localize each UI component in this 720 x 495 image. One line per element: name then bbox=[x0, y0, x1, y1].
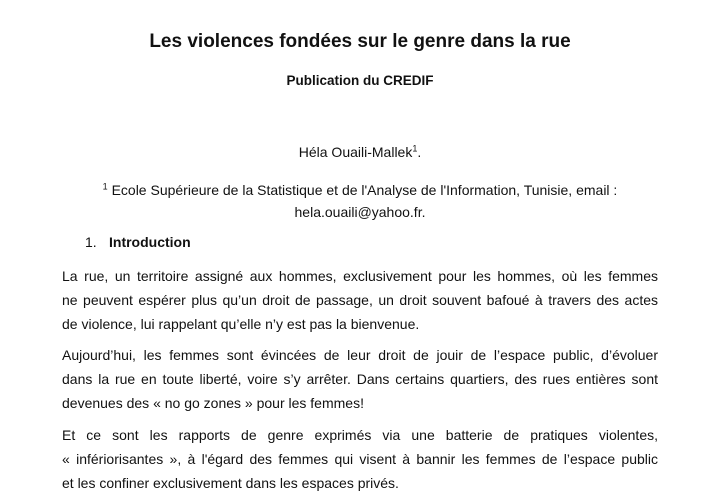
paragraph-line: devenues des « no go zones » pour les femmes! bbox=[62, 395, 364, 411]
paragraph-line: dans la rue en toute liberté, voire s’y arrêter. Dans certains quartiers, des rues entières sont bbox=[62, 371, 658, 387]
paragraph-2 bbox=[62, 343, 658, 415]
section-number: 1. bbox=[85, 234, 97, 250]
paragraph-line: Aujourd’hui, les femmes sont évincées de leur droit de jouir de l’espace public, d’évoluer bbox=[62, 347, 658, 363]
section-title: Introduction bbox=[109, 234, 191, 250]
author-footnote-marker: 1 bbox=[412, 143, 418, 154]
paragraph-line: Et ce sont les rapports de genre exprimés via une batterie de pratiques violentes, bbox=[62, 427, 658, 443]
paragraph-line: ne peuvent espérer plus qu’un droit de passage, un droit souvent bafoué à travers des actes bbox=[62, 292, 658, 308]
affiliation-footnote-marker: 1 bbox=[102, 181, 108, 192]
section-heading bbox=[85, 233, 191, 251]
author-line bbox=[0, 143, 720, 161]
paragraph-line: La rue, un territoire assigné aux hommes, exclusivement pour les hommes, où les femmes bbox=[62, 268, 658, 284]
author-trailing: . bbox=[417, 144, 422, 160]
affiliation-text: Ecole Supérieure de la Statistique et de l'Analyse de l'Information, Tunisie, email : bbox=[107, 182, 618, 198]
paragraph-line: et les confiner exclusivement dans les espaces privés. bbox=[62, 475, 399, 491]
document-title: Les violences fondées sur le genre dans la rue bbox=[149, 31, 571, 52]
paragraph-3 bbox=[62, 423, 658, 495]
paragraph-1 bbox=[62, 264, 658, 336]
affiliation-email: hela.ouaili@yahoo.fr. bbox=[294, 204, 426, 220]
paragraph-line: de violence, lui rappelant qu’elle n’y est pas la bienvenue. bbox=[62, 316, 420, 332]
paragraph-line: « infériorisantes », à l'égard des femmes qui visent à bannir les femmes de l’espace public bbox=[62, 451, 658, 467]
author-name: Héla Ouaili-Mallek bbox=[298, 144, 413, 160]
document-subtitle: Publication du CREDIF bbox=[286, 73, 434, 88]
affiliation-line-1 bbox=[0, 179, 720, 201]
affiliation bbox=[0, 179, 720, 223]
